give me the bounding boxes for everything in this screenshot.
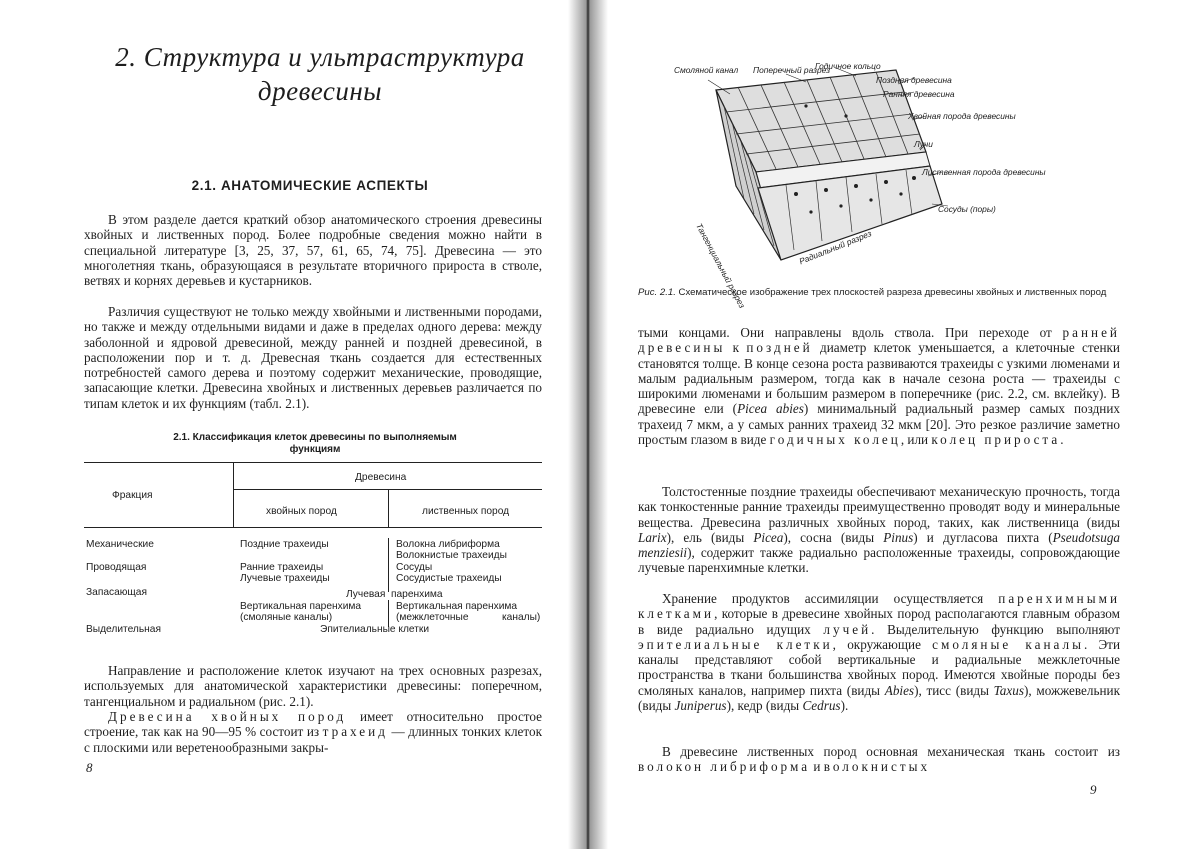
text-run: ).	[841, 698, 849, 713]
genus-name: Picea	[753, 530, 783, 545]
table-header-fraction: Фракция	[112, 490, 153, 501]
text-run: диаметр клеток уменьшается, а клеточные стенки становятся толще. В конце сезона роста развиваются трахеиды с узкими люменами и малым радиальным размером, тогда как в начале сезона роста — трахеиды с широкими люменами и большим размером в поперечнике (рис. 2.2, см. вклейку). В древесине ели (	[638, 340, 1120, 416]
pore	[912, 176, 916, 180]
text-run: ), ель (виды	[667, 530, 754, 545]
label-softwood: Хвойная порода древесины	[908, 112, 1016, 121]
text-run: ) и дугласова пихта (	[913, 530, 1052, 545]
species-name: Picea abies	[737, 401, 804, 416]
table-cell-fiber-tracheids: Волокнистые трахеиды	[396, 550, 507, 561]
table-column-rule-2	[388, 600, 389, 627]
text-run: ), сосна (виды	[783, 530, 883, 545]
spaced-fibrous: волокнистых	[824, 759, 930, 774]
label-tangential: Тангенциальный разрез	[694, 222, 746, 310]
spaced-softwood: Древесина хвойных пород	[108, 709, 346, 724]
table-cell-ray-span-left: Лучевая	[346, 589, 385, 600]
label-vessels: Сосуды (поры)	[938, 205, 996, 214]
spaced-libriform: волокон либриформа	[638, 759, 810, 774]
table-cell-fraction-secretory: Выделительная	[86, 624, 161, 635]
text-run: .	[1060, 432, 1063, 447]
table-cell-fraction-conducting: Проводящая	[86, 562, 146, 573]
table-cell-latewood-tracheids: Поздние трахеиды	[240, 539, 329, 550]
text-run: тыми концами. Они направлены вдоль ствола. При переходе от	[638, 325, 1063, 340]
label-cross-section: Поперечный разрез	[753, 66, 830, 75]
table-header-deciduous: лиственных пород	[422, 506, 509, 517]
pore	[839, 204, 842, 207]
right-page	[608, 0, 1200, 849]
text-run: . Эти каналы представляют собой вертикальные и радиальные межклеточные пространства в ткани большинства хвойных пород. Имеются хвойные породы без смоляных каналов, например пихта (виды	[638, 637, 1120, 698]
text-run: имеет относительно простое строение, так как на 90—95 % состоит из	[84, 709, 542, 739]
resin-pore	[804, 104, 807, 107]
genus-name: Abies	[885, 683, 914, 698]
text-run: Толстостенные поздние трахеиды обеспечивают механическую прочность, тогда как тонкостенные ранние трахеиды преимущественно проводят воду и минеральные вещества. Древесина различных хвойных пород, таких, как лиственница (виды	[638, 484, 1120, 530]
spaced-parenchyma: паренхимными клетками	[638, 591, 1120, 621]
figure-caption-text: Схематическое изображение трех плоскостей разреза древесины хвойных и лиственных пород	[679, 287, 1107, 298]
text-run: Хранение продуктов ассимиляции осуществляется	[662, 591, 998, 606]
spaced-growth-rings: колец прироста	[931, 432, 1060, 447]
table-header-conifer: хвойных пород	[266, 506, 337, 517]
spaced-epithelial: эпителиальные клетки	[638, 637, 833, 652]
label-resin-canal: Смоляной канал	[674, 66, 738, 75]
label-latewood: Поздняя древесина	[876, 76, 952, 85]
pore	[854, 184, 858, 188]
chapter-title-line2: древесины	[60, 74, 580, 108]
page-number-left: 8	[86, 760, 93, 776]
table-header-bottom-rule	[84, 527, 542, 528]
paragraph-thick-walled	[638, 484, 1120, 576]
table-cell-ray-span-right: паренхима	[391, 589, 443, 600]
table-cell-resin-canals: (смоляные каналы)	[240, 612, 332, 623]
text-run: — длинных тонких клеток с плоскими или веретенообразными закры-	[84, 724, 542, 754]
table-cell-ray-tracheids: Лучевые трахеиды	[240, 573, 330, 584]
label-hardwood: Лиственная порода древесины	[922, 168, 1046, 177]
table-cell-vertical-parenchyma-deciduous: Вертикальная паренхима	[396, 601, 517, 612]
table-cell-epithelial-cells: Эпителиальные клетки	[320, 624, 429, 635]
paragraph-tracheids	[638, 325, 1120, 447]
spaced-latewood: поздней	[746, 340, 812, 355]
text-run: В древесине лиственных пород основная механическая ткань состоит из	[662, 744, 1120, 759]
pore	[794, 192, 798, 196]
paragraph-storage	[638, 591, 1120, 713]
table-top-rule	[84, 462, 542, 463]
pore	[824, 188, 828, 192]
pore	[869, 198, 872, 201]
spaced-rays: лучей	[823, 622, 871, 637]
pore	[884, 180, 888, 184]
spaced-earlywood: ранней древесины	[638, 325, 1120, 355]
table-column-rule-1	[388, 538, 389, 592]
table-cell-fraction-mechanical: Механические	[86, 539, 154, 550]
table-vertical-rule	[233, 463, 234, 527]
label-rays: Лучи	[914, 140, 933, 149]
left-page	[0, 0, 568, 849]
genus-name: Cedrus	[802, 698, 840, 713]
section-title: 2.1. АНАТОМИЧЕСКИЕ АСПЕКТЫ	[90, 178, 530, 193]
table-cell-intercellular: (межклеточные	[396, 612, 469, 623]
label-annual-ring: Годичное кольцо	[815, 62, 881, 71]
table-caption: 2.1. Классификация клеток древесины по выполняемым функциям	[150, 432, 480, 456]
genus-name: Larix	[638, 530, 667, 545]
paragraph-intro: В этом разделе дается краткий обзор анатомического строения древесины хвойных и лиственных пород. Более подробные сведения можно найти в специальной литературе [3, 25, 37, 57, 61, 65, 74, 75]. Древесина — это многолетняя ткань, образующаяся в результате вторичного прироста в стволе, ветвях и корнях деревьев и кустарников.	[84, 212, 542, 288]
chapter-title-line1: 2. Структура и ультраструктура	[60, 40, 580, 74]
text-run: и	[810, 759, 824, 774]
text-run: , окружающие	[833, 637, 932, 652]
resin-pore	[844, 114, 847, 117]
pore	[899, 192, 902, 195]
text-run: . Выделительную функцию выполняют	[871, 622, 1120, 637]
text-run: к	[725, 340, 746, 355]
table-cell-earlywood-tracheids: Ранние трахеиды	[240, 562, 323, 573]
text-run: ), кедр (виды	[727, 698, 803, 713]
genus-name: Pinus	[883, 530, 913, 545]
table-cell-vessels: Сосуды	[396, 562, 432, 573]
spaced-annual-rings: годичных колец	[770, 432, 901, 447]
paragraph-sections: Направление и расположение клеток изучают на трех основных разрезах, используемых для анатомической характеристики древесины: поперечном, тангенциальном и радиальном (рис. 2.1).	[84, 663, 542, 709]
text-run: ), тисс (виды	[914, 683, 994, 698]
label-radial: Радиальный разрез	[798, 229, 873, 266]
pore	[809, 210, 812, 213]
table-cell-fraction-storage: Запасающая	[86, 587, 147, 598]
spaced-resin-canals: смоляные каналы	[932, 637, 1084, 652]
table-cell-vertical-parenchyma-conifer: Вертикальная паренхима	[240, 601, 361, 612]
page-number-right: 9	[1090, 782, 1097, 798]
table-header-sub-rule	[388, 490, 389, 527]
text-run: ) минимальный радиальный размер самых поздних трахеид 7 мкм, а у самых ранних трахеид 32 мкм [20]. Это резкое различие заметно простым глазом в виде	[638, 401, 1120, 447]
paragraph-differences: Различия существуют не только между хвойными и лиственными породами, но также и между отдельными видами и даже в пределах одного дерева: между заболонной и ядровой древесиной, между ранней и поздней древесиной, в расположении пор и т. д. Древесная ткань создается для естественных потребностей самого дерева и поэтому содержит механические, проводящие, запасающие клетки. Древесина хвойных и лиственных деревьев различается по типам клеток и их функциям (табл. 2.1).	[84, 304, 542, 411]
figure-caption-prefix: Рис. 2.1.	[638, 287, 676, 298]
text-run: , которые в древесине хвойных пород располагаются главным образом в виде радиально идущих	[638, 606, 1120, 636]
spaced-tracheids: трахеид	[323, 724, 388, 739]
table-header-wood: Древесина	[355, 472, 406, 483]
table-cell-libriform-fibers: Волокна либриформа	[396, 539, 500, 550]
text-run: ), содержит также радиально расположенные трахеиды, сопровождающие лучевые паренхимные клетки.	[638, 545, 1120, 575]
paragraph-softwood	[84, 709, 542, 755]
paragraph-hardwood	[638, 744, 1120, 775]
chapter-title	[60, 40, 580, 108]
table-cell-canals: каналы)	[502, 612, 540, 623]
text-run: , или	[901, 432, 932, 447]
genus-name: Juniperus	[675, 698, 727, 713]
table-cell-vessel-tracheids: Сосудистые трахеиды	[396, 573, 502, 584]
book-spine	[568, 0, 608, 849]
label-earlywood: Ранняя древесина	[883, 90, 955, 99]
text-run: ), можжевельник (виды	[638, 683, 1120, 713]
species-name: Pseudotsuga menziesii	[638, 530, 1120, 560]
figure-caption	[638, 287, 1118, 298]
genus-name: Taxus	[994, 683, 1024, 698]
